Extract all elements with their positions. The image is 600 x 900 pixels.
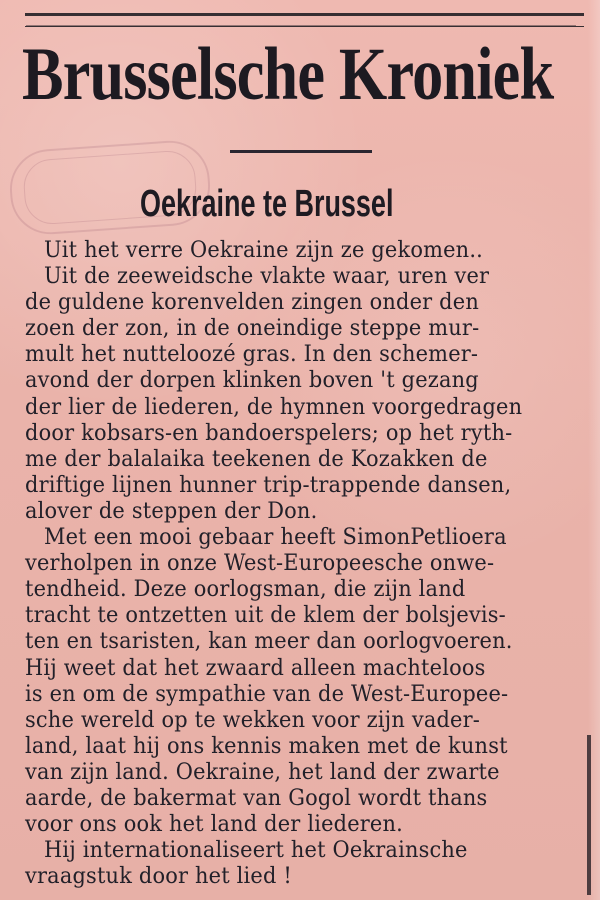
page-edge-shadow: [587, 735, 591, 895]
article-line-23: voor ons ook het land der liederen.: [25, 812, 403, 838]
title-rule: [230, 150, 372, 153]
article-line-25: vraagstuk door het lied !: [25, 864, 292, 890]
article-line-8: door kobsars-en bandoerspelers; op het ryth-: [25, 420, 513, 446]
article-line-21: van zijn land. Oekraine, het land der zwarte: [25, 759, 500, 785]
article-line-4: zoen der zon, in de oneindige steppe mur-: [25, 316, 480, 342]
article-line-12: Met een mooi gebaar heeft SimonPetlioera: [44, 525, 507, 551]
masthead-title: Brusselsche Kroniek: [22, 33, 554, 116]
thin-top-rule: [26, 25, 576, 26]
article-line-9: me der balalaika teekenen de Kozakken de: [25, 446, 488, 472]
article-line-14: tendheid. Deze oorlogsman, die zijn land: [25, 577, 466, 603]
article-line-11: alover de steppen der Don.: [25, 498, 318, 524]
article-line-15: tracht te ontzetten uit de klem der bolsjevis-: [25, 603, 506, 629]
article-line-1: Uit het verre Oekraine zijn ze gekomen..: [44, 238, 483, 263]
article-line-24: Hij internationaliseert het Oekrainsche: [44, 838, 468, 864]
article-line-10: driftige lijnen hunner trip-trappende dansen,: [25, 472, 512, 498]
article-body: [25, 238, 583, 890]
article-line-16: ten en tsaristen, kan meer dan oorlogvoeren.: [25, 629, 513, 655]
article-line-7: der lier de liederen, de hymnen voorgedragen: [25, 394, 523, 420]
article-line-2: Uit de zeeweidsche vlakte waar, uren ver: [44, 264, 490, 290]
article-line-22: aarde, de bakermat van Gogol wordt thans: [25, 785, 488, 811]
article-line-19: sche wereld op te wekken voor zijn vader-: [25, 707, 481, 733]
article-line-20: land, laat hij ons kennis maken met de kunst: [25, 733, 508, 759]
section-title: Oekraine te Brussel: [140, 183, 394, 225]
article-line-3: de guldene korenvelden zingen onder den: [25, 290, 479, 316]
article-line-18: is en om de sympathie van de West-Europee-: [25, 681, 509, 707]
article-line-13: verholpen in onze West-Europeesche onwe-: [25, 551, 495, 577]
article-line-5: mult het nutteloozé gras. In den schemer-: [25, 342, 479, 368]
article-line-6: avond der dorpen klinken boven 't gezang: [25, 368, 479, 394]
article-line-17: Hij weet dat het zwaard alleen machteloos: [25, 655, 486, 681]
